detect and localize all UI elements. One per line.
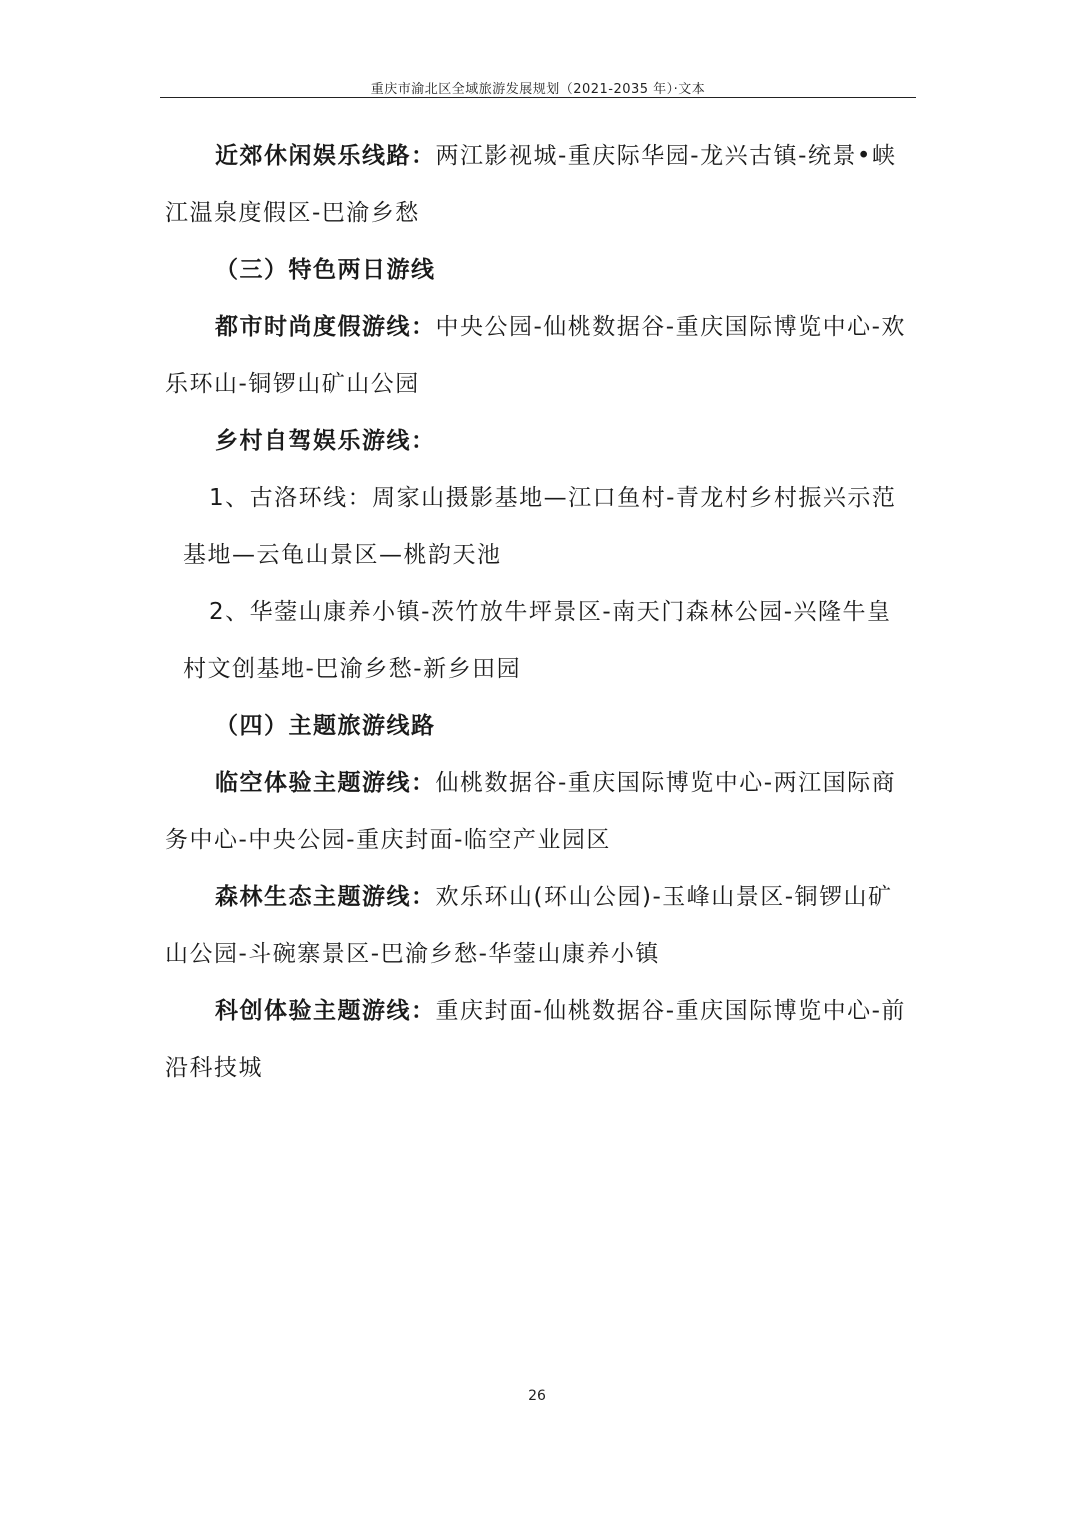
document-body	[165, 128, 915, 1097]
route-suburban-label: 近郊休闲娱乐线路：	[215, 143, 436, 169]
route-airport-label: 临空体验主题游线：	[215, 770, 436, 796]
route-airport-text: 仙桃数据谷-重庆国际博览中心-两江国际商务中心-中央公园-重庆封面-临空产业园区	[165, 770, 897, 853]
route-tech	[165, 983, 915, 1097]
route-urban-text: 中央公园-仙桃数据谷-重庆国际博览中心-欢乐环山-铜锣山矿山公园	[165, 314, 906, 397]
route-tech-text: 重庆封面-仙桃数据谷-重庆国际博览中心-前沿科技城	[165, 998, 906, 1081]
page-number: 26	[528, 1388, 546, 1404]
running-header: 重庆市渝北区全域旅游发展规划（2021-2035 年）·文本	[370, 82, 706, 97]
header-divider	[160, 97, 916, 98]
section-heading-3: （三）特色两日游线	[215, 257, 436, 283]
route-rural	[165, 413, 915, 470]
route-rural-item-2: 2、华蓥山康养小镇-茨竹放牛坪景区-南天门森林公园-兴隆牛皇村文创基地-巴渝乡愁-新乡田园	[183, 599, 892, 682]
route-suburban-text: 两江影视城-重庆际华园-龙兴古镇-统景•峡江温泉度假区-巴渝乡愁	[165, 143, 897, 226]
route-urban-label: 都市时尚度假游线：	[215, 314, 436, 340]
route-suburban	[165, 128, 915, 242]
route-rural-label: 乡村自驾娱乐游线：	[215, 428, 436, 454]
route-forest	[165, 869, 915, 983]
route-tech-label: 科创体验主题游线：	[215, 998, 436, 1024]
route-urban	[165, 299, 915, 413]
route-forest-text: 欢乐环山(环山公园)-玉峰山景区-铜锣山矿山公园-斗碗寨景区-巴渝乡愁-华蓥山康养小镇	[165, 884, 893, 967]
route-rural-item-1: 1、古洛环线：周家山摄影基地—江口鱼村-青龙村乡村振兴示范基地—云龟山景区—桃韵天池	[183, 485, 897, 568]
route-forest-label: 森林生态主题游线：	[215, 884, 436, 910]
route-airport	[165, 755, 915, 869]
section-heading-4: （四）主题旅游线路	[215, 713, 436, 739]
